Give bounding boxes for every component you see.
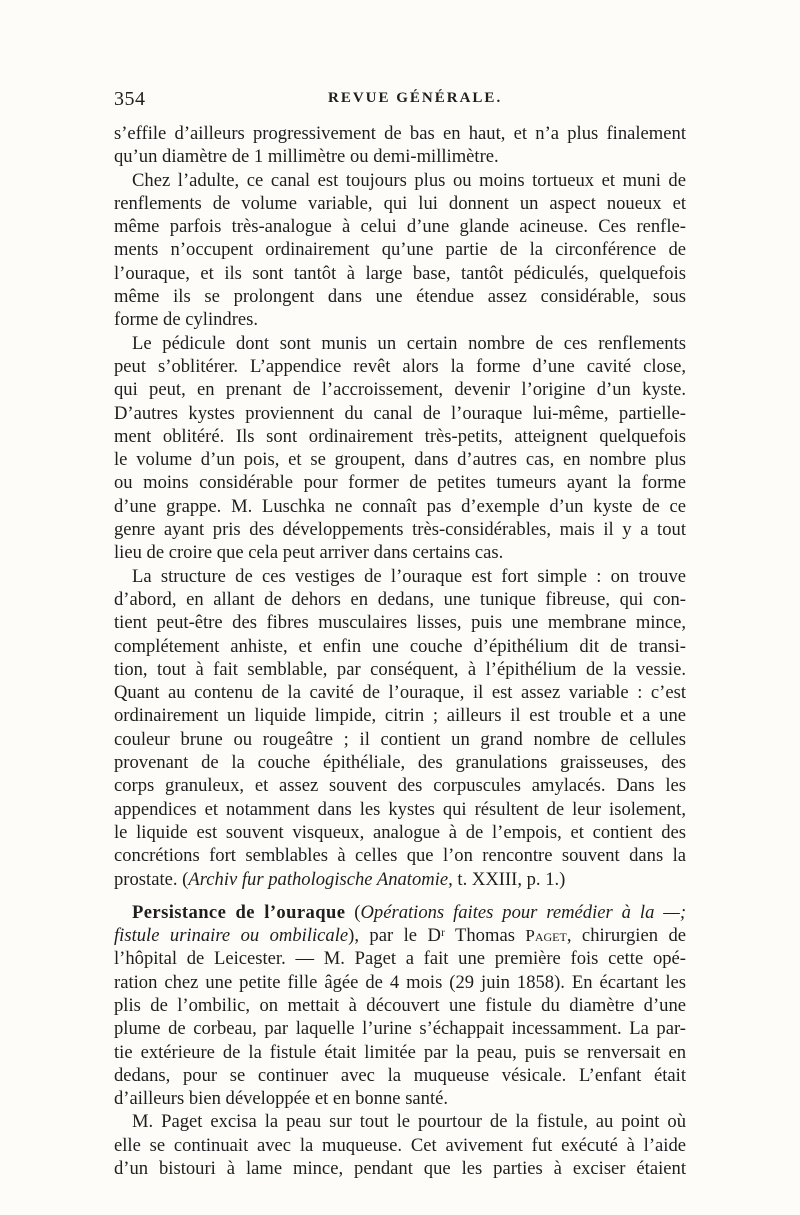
text-line [114, 471, 686, 494]
text-line [114, 924, 686, 947]
line-text: concrétions fort semblables à celles que l’on rencontre souvent dans la [114, 845, 686, 867]
line-text: Chez l’adulte, ce canal est toujours plus ou moins tortueux et muni de [132, 169, 686, 191]
line-text: même parfois très-analogue à celui d’une glande acineuse. Ces renfle- [114, 216, 686, 238]
line-text: plume de corbeau, par laquelle l’urine s’échappait incessamment. La par- [114, 1018, 686, 1040]
line-text: , chirurgien de [566, 925, 687, 947]
running-head [114, 88, 686, 116]
text-line [114, 971, 686, 994]
line-text: d’abord, en allant de dehors en dedans, une tunique fibreuse, qui con- [114, 588, 686, 610]
text-line [114, 308, 686, 331]
text-line [114, 402, 686, 425]
line-text: ment oblitéré. Ils sont ordinairement très-petits, atteignent quelquefois [114, 425, 686, 447]
text-line [114, 1087, 686, 1110]
line-text: elle se continuait avec la muqueuse. Cet avivement fut exécuté à l’aide [114, 1134, 686, 1156]
text-line [114, 215, 686, 238]
line-text: s’effile d’ailleurs progressivement de bas en haut, et n’a plus finalement [114, 123, 686, 144]
line-text: ments n’occupent ordinairement qu’une partie de la circonférence de [114, 239, 686, 261]
text-line [114, 704, 686, 727]
text-line [114, 844, 686, 867]
line-text: complétement anhiste, et enfin une couche d’épithélium dit de transi- [114, 635, 686, 657]
line-text: ), par le Dʳ Thomas [348, 925, 526, 947]
line-text: lieu de croire que cela peut arriver dans certains cas. [114, 542, 504, 564]
line-text: l’ouraque, et ils sont tantôt à large base, tantôt pédiculés, quelquefois [114, 262, 686, 284]
text-line [114, 541, 686, 564]
line-text: d’une grappe. M. Luschka ne connaît pas d’exemple d’un kyste de ce [114, 495, 686, 517]
text-line [114, 355, 686, 378]
text-line [114, 1064, 686, 1087]
text-line [114, 192, 686, 215]
text-line [114, 495, 686, 518]
line-text: tient peut-être des fibres musculaires lisses, puis une membrane mince, [114, 612, 686, 634]
line-text: ou moins considérable pour former de petites tumeurs ayant la forme [114, 472, 686, 494]
text-line [114, 658, 686, 681]
line-text: plis de l’ombilic, on mettait à découvert une fistule du diamètre d’une [114, 994, 686, 1016]
text-line [114, 1157, 686, 1180]
line-text: La structure de ces vestiges de l’ouraque est fort simple : on trouve [132, 565, 686, 587]
line-text: ordinairement un liquide limpide, citrin ; ailleurs il est trouble et a une [114, 705, 686, 727]
line-text: l’hôpital de Leicester. — M. Paget a fait une première fois cette opé- [114, 948, 686, 970]
text-line [114, 378, 686, 401]
italic-text: Archiv fur pathologische Anatomie, [188, 868, 453, 890]
line-text: t. XXIII, p. 1.) [452, 868, 566, 890]
line-text: même ils se prolongent dans une étendue assez considérable, sous [114, 286, 686, 308]
text-line [114, 565, 686, 588]
text-line [114, 518, 686, 541]
text-line [114, 262, 686, 285]
text-line [114, 947, 686, 970]
text-line [114, 1134, 686, 1157]
italic-text: Opérations faites pour remédier à la —; [360, 901, 687, 923]
text-line [114, 681, 686, 704]
text-line [114, 588, 686, 611]
text-line [114, 901, 686, 924]
text-line [114, 611, 686, 634]
text-line [114, 774, 686, 797]
text-line [114, 238, 686, 261]
text-line [114, 425, 686, 448]
text-line [114, 798, 686, 821]
text-line [114, 728, 686, 751]
text-line [114, 821, 686, 844]
line-text: qui peut, en prenant de l’accroissement, devenir l’origine d’un kyste. [114, 379, 686, 401]
text-line [114, 122, 686, 145]
line-text: prostate. ( [114, 868, 189, 890]
text-line [114, 332, 686, 355]
text-line [114, 1017, 686, 1040]
line-text: M. Paget excisa la peau sur tout le pourtour de la fistule, au point où [132, 1111, 686, 1133]
line-text: D’autres kystes proviennent du canal de l’ouraque lui-même, partielle- [114, 402, 686, 424]
line-text: couleur brune ou rougeâtre ; il contient un grand nombre de cellules [114, 728, 686, 750]
text-line [114, 994, 686, 1017]
line-text: qu’un diamètre de 1 millimètre ou demi-millimètre. [114, 146, 499, 168]
text-line [114, 448, 686, 471]
line-text: appendices et notamment dans les kystes qui résultent de leur isolement, [114, 798, 686, 820]
text-line [114, 169, 686, 192]
line-text: forme de cylindres. [114, 309, 259, 331]
running-title: REVUE GÉNÉRALE. [328, 90, 503, 106]
line-text: d’ailleurs bien développée et en bonne santé. [114, 1088, 449, 1110]
body-text [114, 122, 686, 1180]
text-line [114, 145, 686, 168]
text-line [114, 635, 686, 658]
text-line [114, 1041, 686, 1064]
line-text: Quant au contenu de la cavité de l’ouraque, il est assez variable : c’est [114, 682, 686, 704]
line-text: corps granuleux, et assez souvent des corpuscules amylacés. Dans les [114, 775, 686, 797]
line-text: tie extérieure de la fistule était limitée par la peau, puis se renversait en [114, 1041, 686, 1063]
line-text: Le pédicule dont sont munis un certain nombre de ces renflements [132, 332, 686, 354]
line-text: ( [345, 901, 361, 923]
line-text: ration chez une petite fille âgée de 4 mois (29 juin 1858). En écartant les [114, 971, 686, 993]
line-text: provenant de la couche épithéliale, des granulations graisseuses, des [114, 752, 686, 774]
text-line [114, 868, 686, 891]
author-name: Paget [525, 926, 567, 946]
line-text: genre ayant pris des développements très-considérables, mais il y a tout [114, 519, 686, 541]
text-line [114, 1110, 686, 1133]
text-line [114, 285, 686, 308]
line-text: peut s’oblitérer. L’appendice revêt alors la forme d’une cavité close, [114, 355, 686, 377]
line-text: le volume d’un pois, et se groupent, dans d’autres cas, en nombre plus [114, 449, 686, 471]
section-heading: Persistance de l’ouraque [132, 901, 346, 923]
line-text: d’un bistouri à lame mince, pendant que les parties à exciser étaient [114, 1158, 686, 1180]
line-text: renflements de volume variable, qui lui donnent un aspect noueux et [114, 192, 686, 214]
line-text: tion, tout à fait semblable, par conséquent, à l’épithélium de la vessie. [114, 658, 686, 680]
page-number: 354 [114, 88, 146, 110]
line-text: le liquide est souvent visqueux, analogue à de l’empois, et contient des [114, 821, 686, 843]
italic-text: fistule urinaire ou ombilicale [114, 925, 349, 947]
line-text: dedans, pour se continuer avec la muqueuse vésicale. L’enfant était [114, 1064, 686, 1086]
text-line [114, 751, 686, 774]
